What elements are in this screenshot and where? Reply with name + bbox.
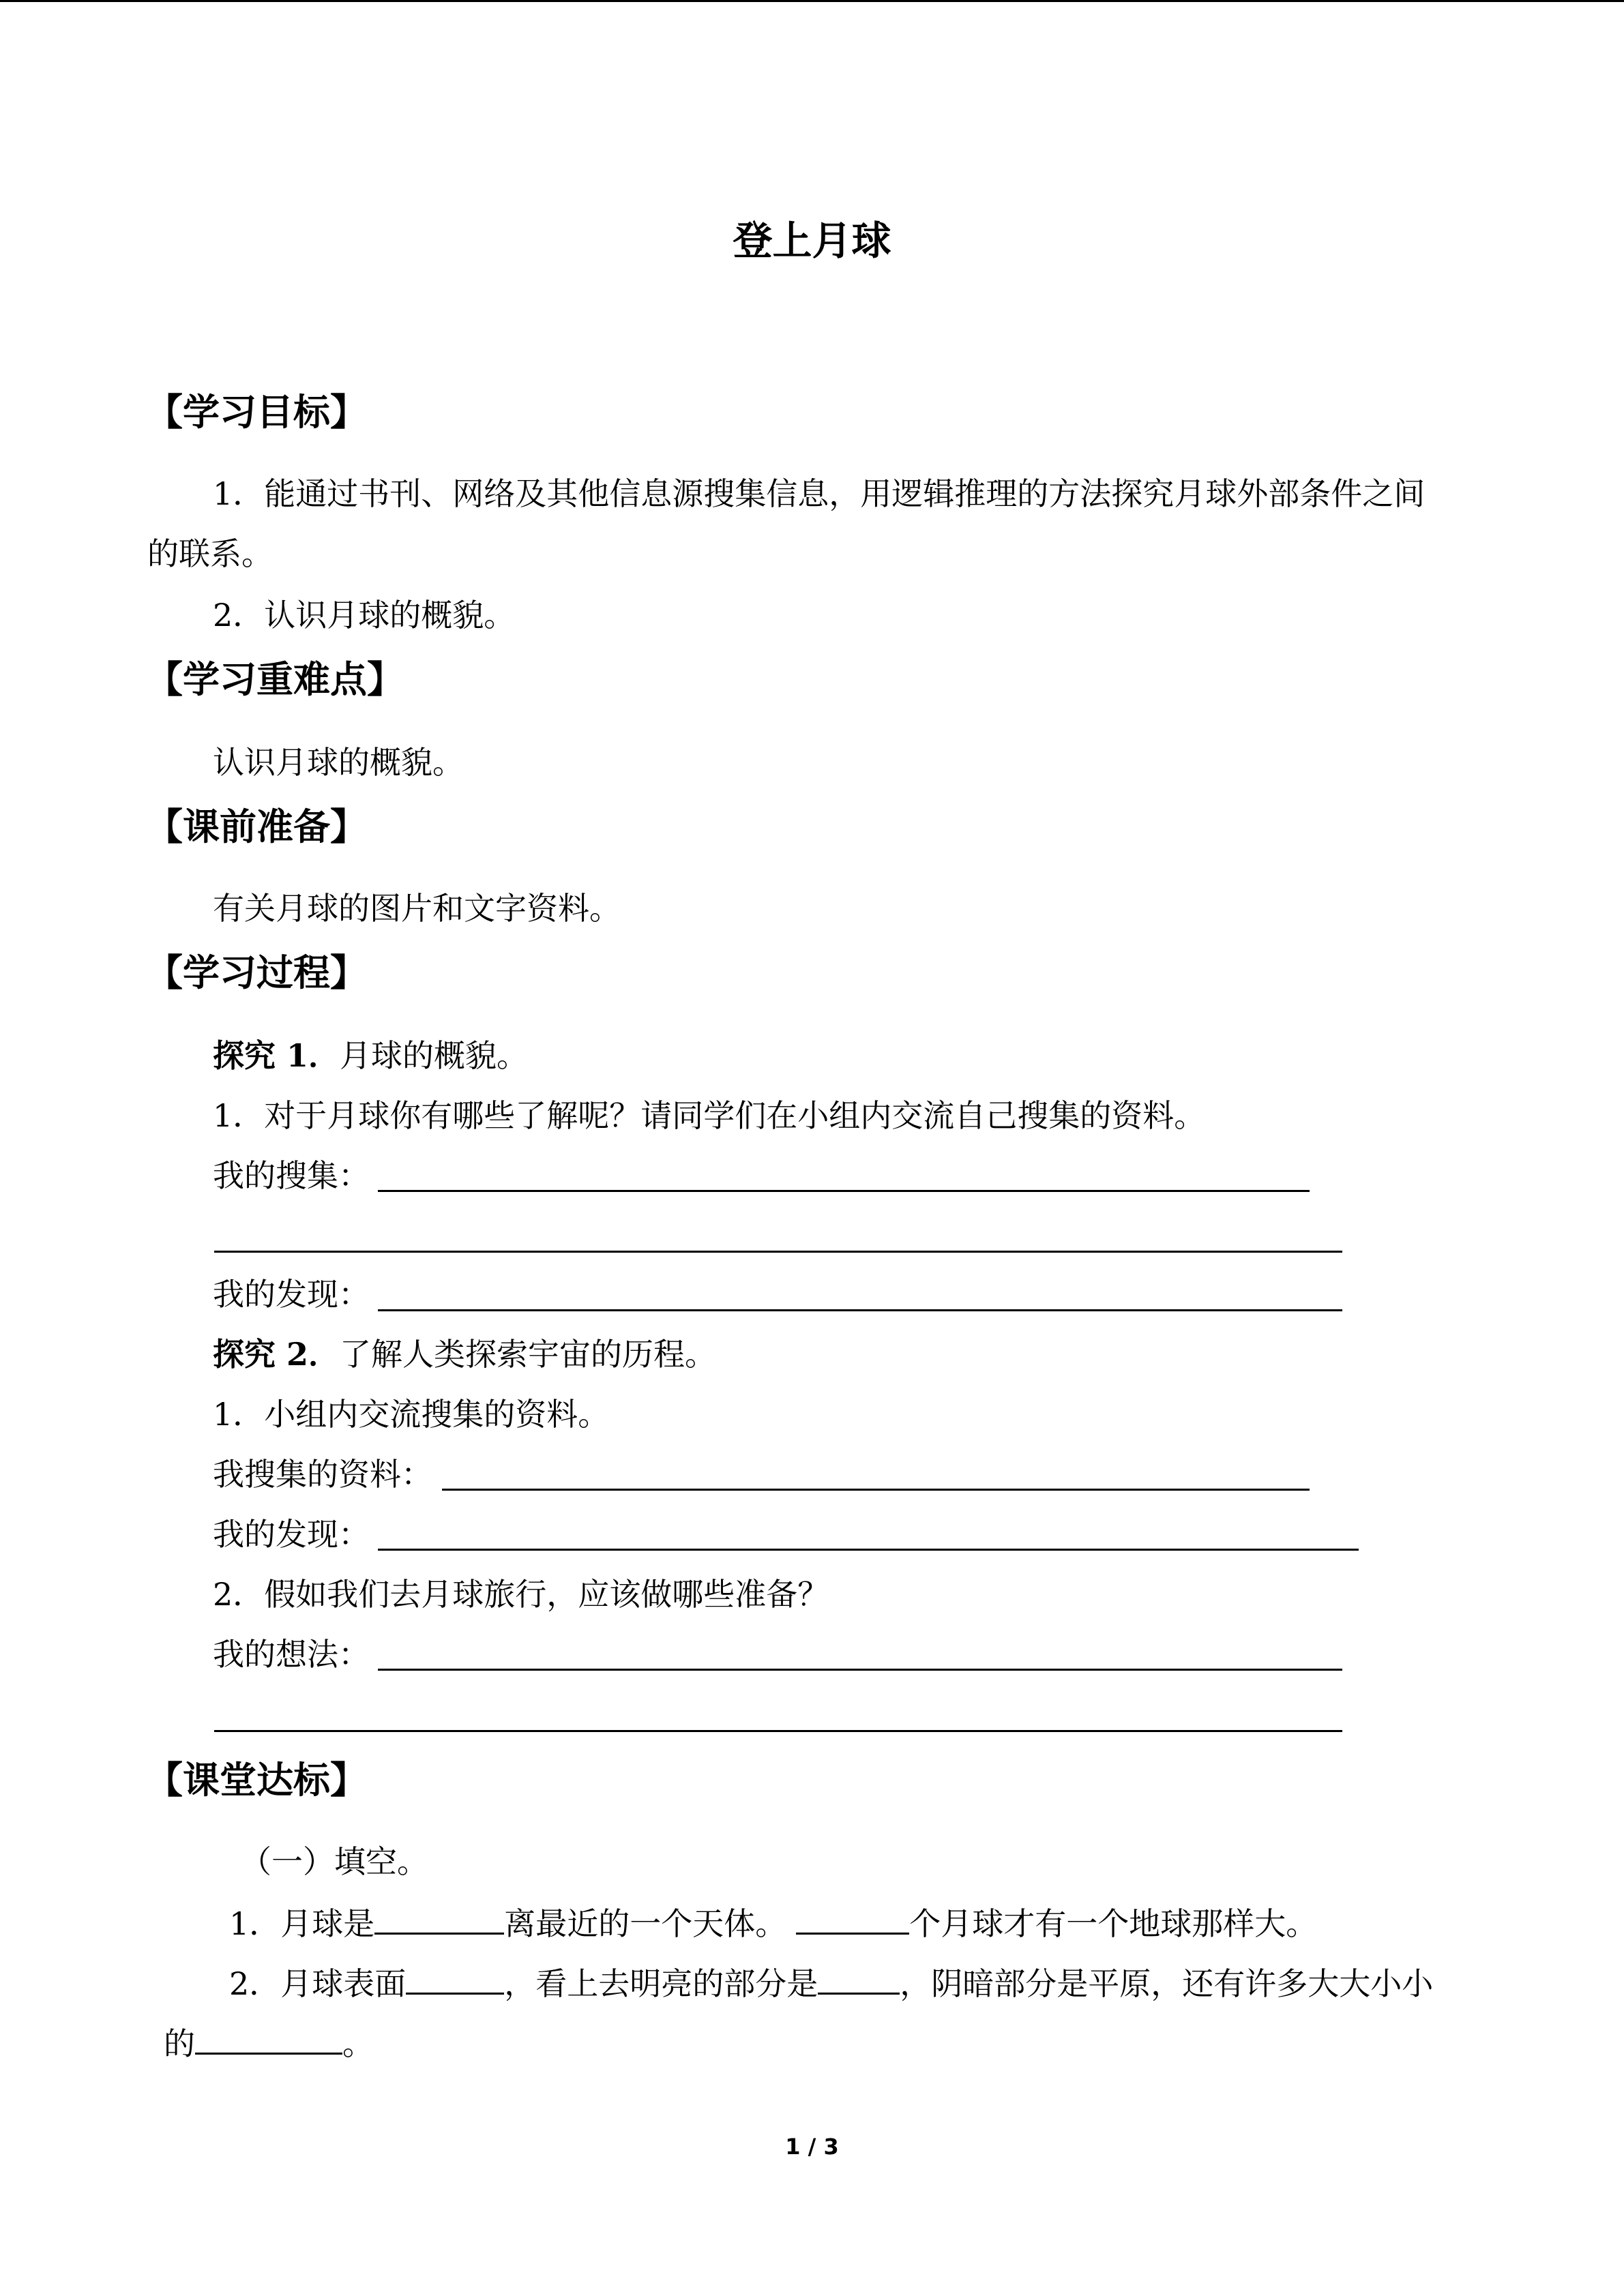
question-1-part-a: 1．月球是: [229, 1905, 375, 1942]
my-finding-answer-line[interactable]: [378, 1309, 1342, 1311]
explore-1-question-1: 1．对于月球你有哪些了解呢？请同学们在小组内交流自己搜集的资料。: [213, 1097, 1206, 1134]
question-1-blank-2[interactable]: [796, 1901, 909, 1935]
goal-item-2: 2．认识月球的概貌。: [213, 597, 516, 633]
my-materials-answer-line[interactable]: [442, 1489, 1310, 1491]
explore-2: [213, 1334, 716, 1375]
top-border: [0, 0, 1624, 2]
question-1-part-c: 个月球才有一个地球那样大。: [909, 1905, 1318, 1942]
practice-question-1: [229, 1901, 1317, 1944]
my-collection-answer-line[interactable]: [378, 1190, 1310, 1192]
explore-1: [213, 1035, 528, 1076]
my-finding-2-label: 我的发现：: [213, 1516, 370, 1553]
my-materials-label: 我搜集的资料：: [213, 1456, 432, 1493]
my-idea-answer-line[interactable]: [378, 1669, 1342, 1671]
goals-heading: 【学习目标】: [146, 391, 367, 434]
my-finding-label: 我的发现：: [213, 1276, 370, 1313]
goal-item-1-line-2: 的联系。: [147, 535, 273, 572]
practice-part-1: （一）填空。: [240, 1843, 428, 1880]
question-2-blank-3[interactable]: [195, 2021, 342, 2055]
question-2-part-d: 的: [164, 2025, 195, 2062]
my-collection-label: 我的搜集：: [213, 1157, 370, 1194]
preparation-text: 有关月球的图片和文字资料。: [213, 890, 621, 927]
question-2-blank-2[interactable]: [818, 1961, 900, 1995]
explore-2-question-2: 2．假如我们去月球旅行，应该做哪些准备？: [213, 1576, 829, 1613]
explore-2-question-1: 1．小组内交流搜集的资料。: [213, 1396, 610, 1433]
preparation-heading: 【课前准备】: [146, 805, 367, 848]
explore-1-label: 探究 1．: [213, 1037, 340, 1074]
my-idea-label: 我的想法：: [213, 1636, 370, 1673]
my-idea-answer-line-2[interactable]: [214, 1730, 1342, 1732]
page-number: 1 / 3: [785, 2134, 839, 2160]
explore-2-text: 了解人类探索宇宙的历程。: [340, 1336, 717, 1373]
key-points-heading: 【学习重难点】: [146, 658, 404, 701]
question-2-part-b: ，看上去明亮的部分是: [504, 1965, 818, 2002]
practice-question-2-line-2: [164, 2021, 374, 2064]
explore-2-label: 探究 2．: [213, 1336, 340, 1373]
process-heading: 【学习过程】: [146, 951, 367, 994]
question-2-blank-1[interactable]: [406, 1961, 504, 1995]
explore-1-text: 月球的概貌。: [340, 1037, 529, 1074]
question-1-part-b: 离最近的一个天体。: [504, 1905, 787, 1942]
question-1-blank-1[interactable]: [374, 1901, 504, 1935]
practice-question-2-line-1: [229, 1961, 1433, 2004]
question-2-part-a: 2．月球表面: [229, 1965, 407, 2002]
page-title: 登上月球: [733, 218, 891, 264]
my-collection-answer-line-2[interactable]: [214, 1251, 1342, 1253]
question-2-part-e: 。: [342, 2025, 374, 2062]
question-2-part-c: ，阴暗部分是平原，还有许多大大小小: [900, 1965, 1434, 2002]
my-finding-2-answer-line[interactable]: [378, 1549, 1359, 1551]
goal-item-1-line-1: 1．能通过书刊、网络及其他信息源搜集信息，用逻辑推理的方法探究月球外部条件之间: [213, 475, 1426, 512]
key-points-text: 认识月球的概貌。: [213, 744, 464, 781]
practice-heading: 【课堂达标】: [146, 1759, 367, 1802]
